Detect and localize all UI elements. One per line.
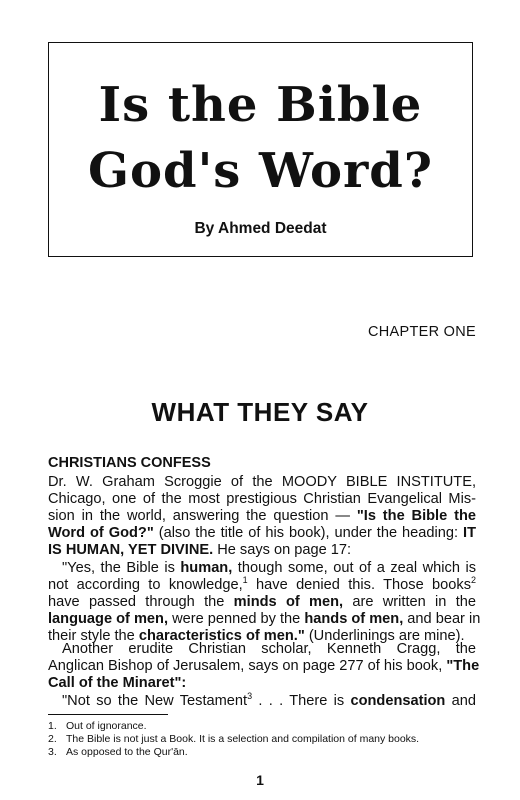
footnote-number: 2. xyxy=(48,733,57,745)
p4-line-1 xyxy=(48,693,476,710)
footnote-ref-1: 1 xyxy=(242,575,248,586)
footnote-ref-3: 3 xyxy=(247,691,253,702)
p1-line-2: Chicago, one of the most prestigious Christian Evangelical Mis- xyxy=(48,491,476,507)
p1-question: "Is the Bible the xyxy=(356,508,476,524)
p2-text-3c: are written in the xyxy=(343,594,476,610)
p2-text-5c: (Underlinings are mine). xyxy=(304,628,465,644)
footnote-text: As opposed to the Qur'ān. xyxy=(66,746,188,758)
p1-question-end: Word of God?" xyxy=(48,525,154,541)
paragraph-4 xyxy=(48,693,476,710)
footnote-number: 3. xyxy=(48,746,57,758)
footnote xyxy=(48,720,478,733)
p1-line-3-text: sion in the world, answering the question — xyxy=(48,508,357,524)
paragraph-3 xyxy=(48,641,480,692)
p2-bold-language: language of men, xyxy=(48,611,169,627)
page-number: 1 xyxy=(256,772,264,788)
p1-line-5 xyxy=(48,542,476,559)
book-title-line-2: God's Word? xyxy=(88,143,433,199)
p1-line-4-text: (also the title of his book), under the heading: xyxy=(153,525,464,541)
author-byline: By Ahmed Deedat xyxy=(194,220,327,237)
footnote xyxy=(48,746,478,759)
p4-text-1b: . . . There is xyxy=(252,693,351,709)
p1-line-4 xyxy=(48,525,476,542)
footnote-text: The Bible is not just a Book. It is a selection and compilation of many books. xyxy=(66,733,420,745)
p2-text-2a: not according to knowledge, xyxy=(48,577,243,593)
p3-line-1: Another erudite Christian scholar, Kenneth Cragg, the xyxy=(62,641,476,657)
footnote-divider xyxy=(48,714,168,715)
footnote-ref-2: 2 xyxy=(471,575,477,586)
footnote xyxy=(48,733,478,746)
p2-bold-hands: hands of men, xyxy=(304,611,404,627)
p1-heading-start: IT xyxy=(463,525,477,541)
p4-bold-condensation: condensation xyxy=(350,693,446,709)
p2-text-4b: were penned by the xyxy=(168,611,305,627)
p4-text-1a: "Not so the New Testament xyxy=(62,693,248,709)
section-heading: WHAT THEY SAY xyxy=(151,397,369,427)
paragraph-2 xyxy=(48,560,481,645)
p2-text-1a: "Yes, the Bible is xyxy=(62,560,181,576)
p2-text-2b: have denied this. Those books xyxy=(247,577,471,593)
p1-line-1: Dr. W. Graham Scroggie of the MOODY BIBLE INSTITUTE, xyxy=(48,474,476,490)
chapter-label: CHAPTER ONE xyxy=(367,324,476,340)
p1-line-3 xyxy=(48,508,476,525)
p2-line-1 xyxy=(48,560,476,577)
footnote-text: Out of ignorance. xyxy=(66,720,147,732)
p1-heading-end: IS HUMAN, YET DIVINE. xyxy=(48,542,214,558)
p2-line-2 xyxy=(48,577,476,594)
book-title-line-1: Is the Bible xyxy=(98,77,423,133)
p3-line-2 xyxy=(48,658,480,675)
footnotes xyxy=(48,720,478,759)
paragraph-1 xyxy=(48,474,476,559)
p2-text-4d: and bear in xyxy=(403,611,481,627)
p3-book-title-end: Call of the Minaret": xyxy=(48,675,187,691)
p3-book-title-start: "The xyxy=(446,658,480,674)
p2-text-1c: though some, out of a zeal which is xyxy=(232,560,476,576)
p3-line-3 xyxy=(48,675,476,692)
p2-bold-human: human, xyxy=(180,560,233,576)
p2-text-5a: their style the xyxy=(48,628,139,644)
p1-line-5-text: He says on page 17: xyxy=(213,542,352,558)
p3-text-2a: Anglican Bishop of Jerusalem, says on page 277 of his book, xyxy=(48,658,447,674)
p2-line-4 xyxy=(48,611,481,628)
p4-text-1d: and xyxy=(445,693,476,709)
subheading: CHRISTIANS CONFESS xyxy=(48,455,211,471)
p2-line-3 xyxy=(48,594,476,611)
p2-bold-characteristics: characteristics of men." xyxy=(138,628,305,644)
footnote-number: 1. xyxy=(48,720,57,732)
title-box xyxy=(48,42,473,257)
p2-bold-minds: minds of men, xyxy=(233,594,344,610)
p2-text-3a: have passed through the xyxy=(48,594,234,610)
